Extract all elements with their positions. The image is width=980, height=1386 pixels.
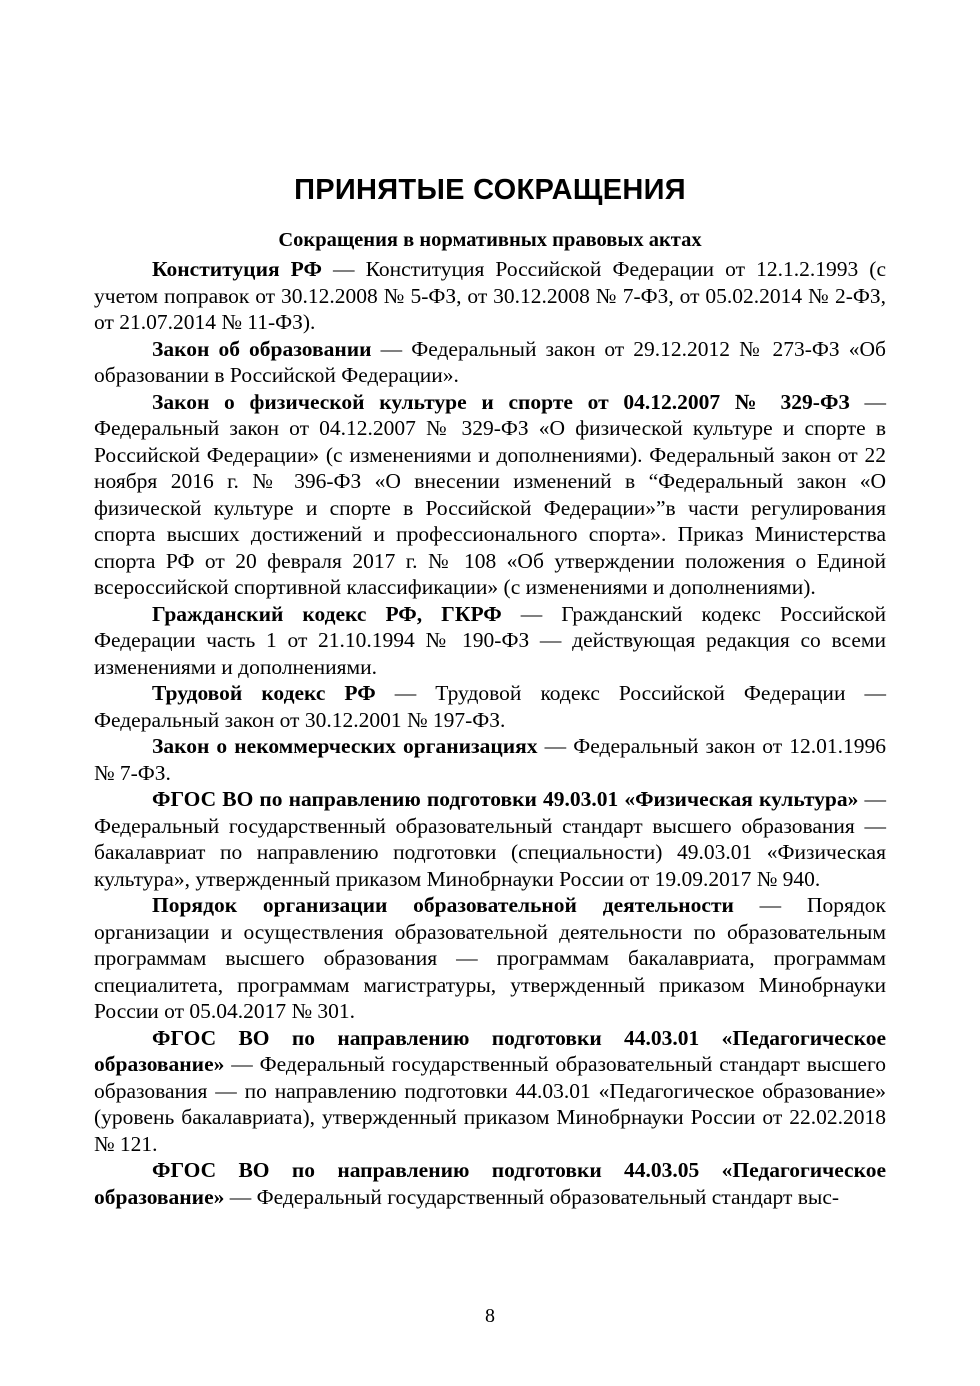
abbreviation-term: Трудовой кодекс РФ [152, 681, 376, 705]
abbreviation-entry [94, 336, 886, 389]
abbreviation-definition: — Порядок организации и осуществления образовательной деятельности по образовательным программам высшего образования — программам бакалавриата, программам специалитета, программам магистратуры, утвержденный приказом Минобрнауки России от 05.04.2017 № 301. [94, 893, 886, 1023]
abbreviation-definition: — Конституция Российской Федерации от 12.1.2.1993 (с учетом поправок от 30.12.2008 № 5-ФЗ, от 30.12.2008 № 7-ФЗ, от 05.02.2014 № 2-ФЗ, от 21.07.2014 № 11-ФЗ). [94, 257, 886, 334]
abbreviation-entry [94, 1157, 886, 1210]
abbreviation-definition: — Трудовой кодекс Российской Федерации — Федеральный закон от 30.12.2001 № 197-ФЗ. [94, 681, 886, 732]
abbreviation-term: ФГОС ВО по направлению подготовки 44.03.01 «Педагогическое образование» [94, 1025, 886, 1076]
abbreviation-definition: — Федеральный закон от 12.01.1996 № 7-ФЗ. [94, 734, 886, 785]
abbreviation-term: Закон о некоммерческих организациях [152, 734, 538, 758]
abbreviation-entry [94, 389, 886, 601]
abbreviation-definition: — Федеральный закон от 04.12.2007 № 329-ФЗ «О физической культуре и спорте в Российской Федерации» (с изменениями и дополнениями). Федеральный закон от 22 ноября 2016 г. № 396-ФЗ «О внесении изменений в “Федеральный закон «О физической культуре и спорте в Российской Федерации»”в части регулирования спорта высших достижений и профессионального спорта». Приказ Министерства спорта РФ от 20 февраля 2017 г. № 108 «Об утверждении положения о Единой всероссийской спортивной классификации» (с изменениями и дополнениями). [94, 389, 886, 599]
abbreviation-entry [94, 892, 886, 1025]
abbreviation-term: Закон об образовании [152, 336, 372, 361]
abbreviation-term: Закон о физической культуре и спорте от 04.12.2007 № 329-ФЗ [152, 389, 850, 414]
abbreviation-term: Порядок организации образовательной деятельности [152, 893, 734, 917]
section-subtitle: Сокращения в нормативных правовых актах [278, 229, 702, 251]
abbreviation-term: ФГОС ВО по направлению подготовки 44.03.05 «Педагогическое образование» [94, 1158, 886, 1209]
abbreviation-entry [94, 601, 886, 681]
abbreviation-term: Гражданский кодекс РФ, ГКРФ [152, 601, 502, 626]
abbreviation-entry [94, 256, 886, 336]
document-page [94, 0, 886, 1210]
abbreviation-term: ФГОС ВО по направлению подготовки 49.03.01 «Физическая культура» [152, 787, 859, 811]
abbreviation-definition: — Федеральный государственный образовательный стандарт высшего образования — бакалавриат по направлению подготовки (специальности) 49.03.01 «Физическая культура», утвержденный приказом Минобрнауки России от 19.09.2017 № 940. [94, 787, 887, 891]
page-title: ПРИНЯТЫЕ СОКРАЩЕНИЯ [294, 174, 686, 206]
abbreviation-term: Конституция РФ [152, 257, 322, 281]
abbreviation-definition: — Федеральный закон от 29.12.2012 № 273-ФЗ «Об образовании в Российской Федерации». [94, 336, 886, 387]
page-number: 8 [485, 1305, 495, 1327]
abbreviation-entry [94, 680, 886, 733]
abbreviation-definition: — Федеральный государственный образовательный стандарт выс- [224, 1184, 840, 1209]
abbreviation-entry [94, 1025, 886, 1158]
abbreviation-entry [94, 733, 886, 786]
abbreviation-definition: — Гражданский кодекс Российской Федерации часть 1 от 21.10.1994 № 190-ФЗ — действующая редакция со всеми изменениями и дополнениями. [94, 601, 886, 679]
abbreviation-entry [94, 786, 886, 892]
abbreviation-definition: — Федеральный государственный образовательный стандарт высшего образования — по направлению подготовки 44.03.01 «Педагогическое образование» (уровень бакалавриата), утвержденный приказом Минобрнауки России от 22.02.2018 № 121. [94, 1052, 886, 1156]
